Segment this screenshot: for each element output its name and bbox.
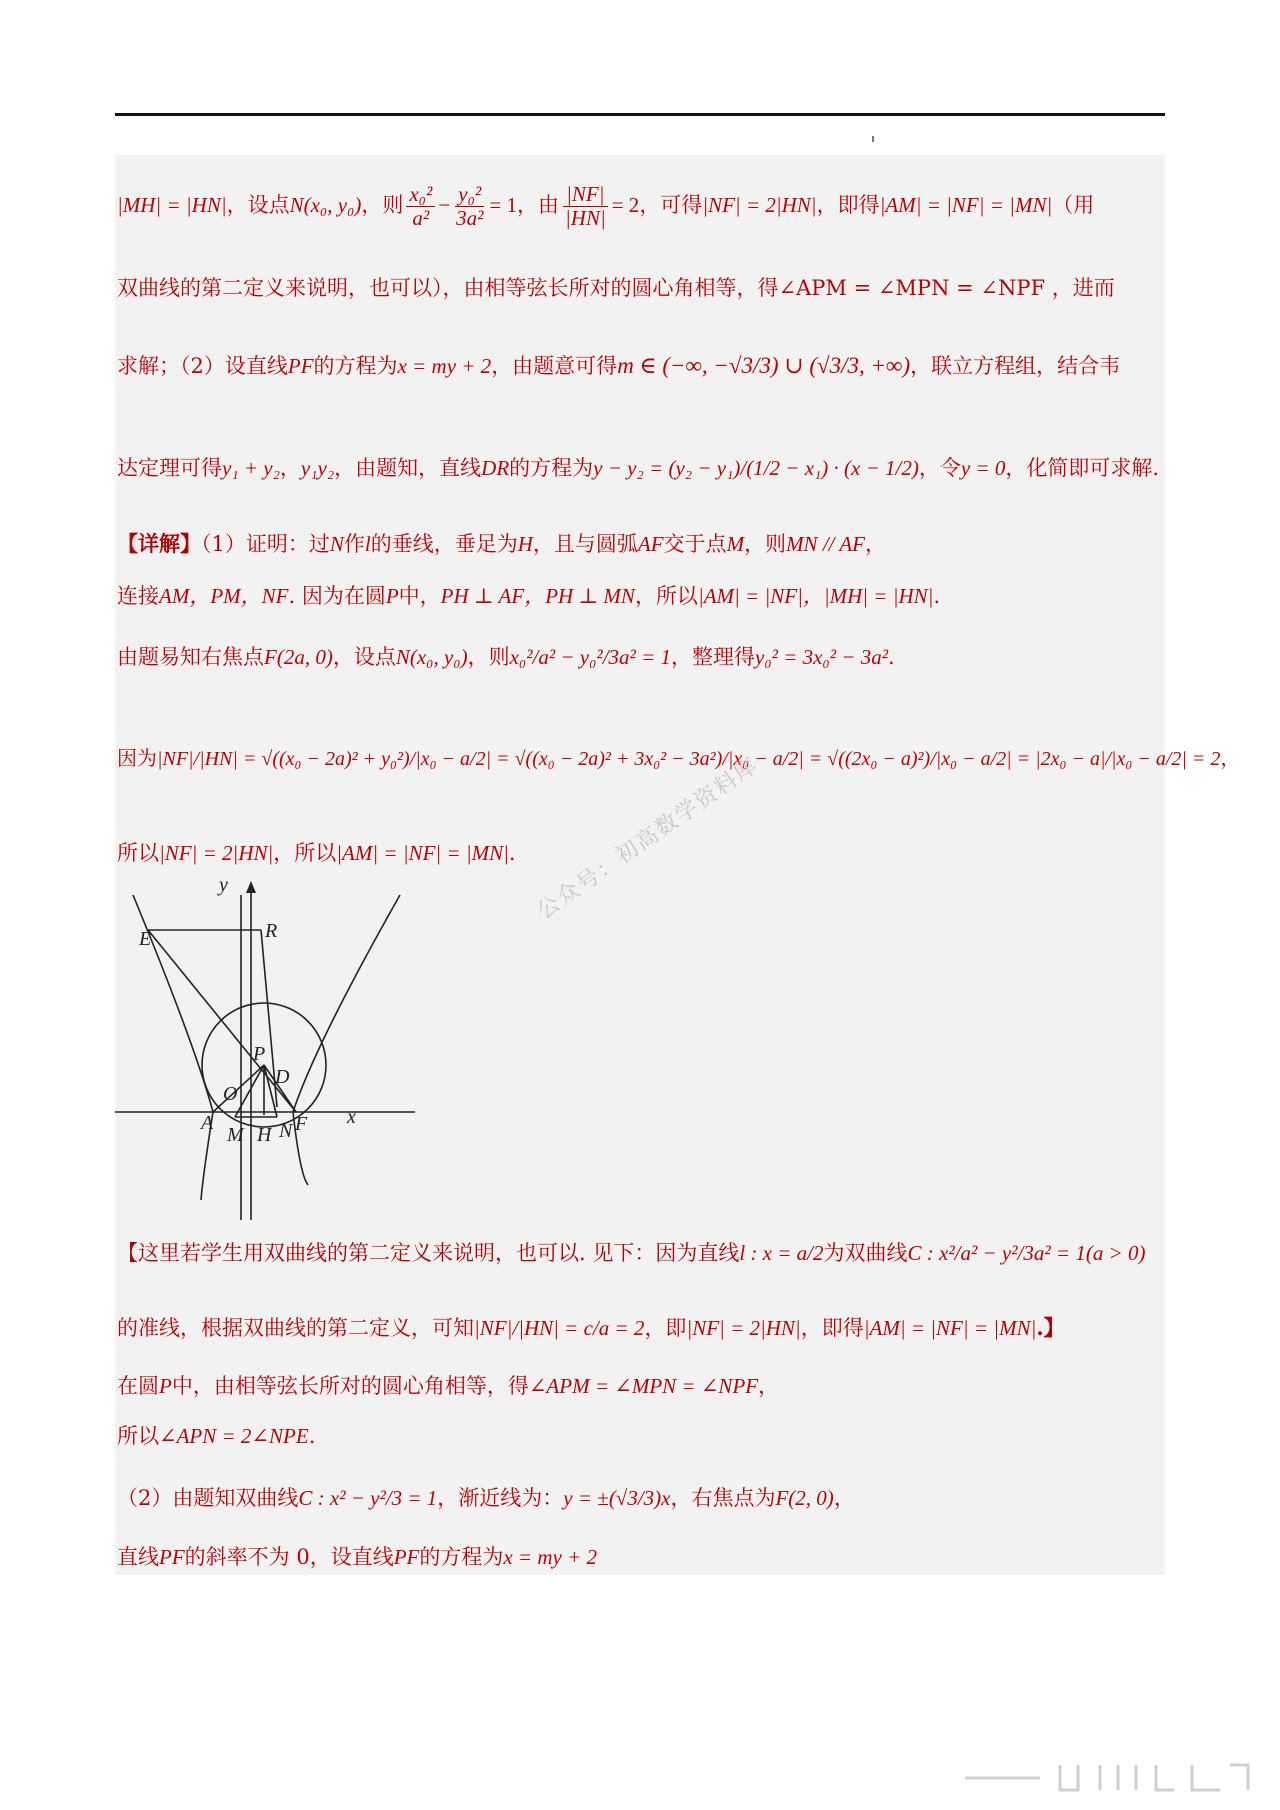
label-p: P: [253, 1043, 266, 1065]
formula-nf-2hn: |NF| = 2|HN|: [702, 193, 817, 218]
line-15: [117, 1541, 1168, 1571]
fraction-numerator: |NF|: [563, 183, 607, 207]
math: |NF|/|HN| = c/a = 2: [474, 1316, 645, 1340]
line-10: [117, 1237, 1168, 1267]
math: M: [726, 532, 745, 556]
math: |AM| = |NF| = |MN|: [336, 841, 509, 865]
header-tick-mark: [872, 136, 874, 142]
text: 直线: [117, 1545, 159, 1569]
fraction-numerator: x₀²: [406, 183, 435, 207]
label-m: M: [227, 1124, 244, 1146]
formula-x-my-2: x = my + 2: [397, 354, 492, 378]
text: ，由题知，直线: [334, 456, 482, 480]
formula-m-range: m ∈ (−∞, −√3/3) ∪ (√3/3, +∞): [617, 353, 911, 378]
math: PH ⊥ AF，PH ⊥ MN: [440, 584, 635, 608]
line-13: [117, 1420, 1168, 1450]
line-3: [117, 350, 1168, 380]
math: ∠APN = 2∠NPE: [159, 1424, 309, 1448]
text: .: [933, 584, 941, 608]
math: N(x₀, y₀): [395, 645, 468, 669]
text: 中，由相等弦长所对的圆心角相等，得: [171, 1374, 529, 1398]
text: ，则: [361, 193, 404, 218]
text: ，可得: [639, 193, 703, 218]
math: y₀² = 3x₀² − 3a²: [755, 645, 888, 669]
text: ，所以: [273, 841, 337, 865]
text: .: [508, 841, 516, 865]
text: 所以: [117, 1424, 159, 1448]
watermark-text: 公众号：初高数学资料库: [532, 752, 764, 925]
text: ，联立方程组，结合韦: [910, 354, 1121, 378]
text: ，设点: [332, 645, 396, 669]
line-12: [117, 1370, 1168, 1400]
math: P: [385, 584, 399, 608]
math: y = ±(√3/3)x: [563, 1486, 671, 1510]
text: 的方程为: [313, 354, 398, 378]
formula-point-n: N(x₀, y₀): [289, 193, 362, 218]
label-o: O: [223, 1083, 238, 1105]
corner-decoration-icon: [960, 1760, 1250, 1796]
line-2: 双曲线的第二定义来说明，也可以），由相等弦长所对的圆心角相等，得∠APM = ∠MPN = ∠NPF ，进而: [117, 276, 1115, 300]
math: MN // AF: [786, 532, 866, 556]
formula-ratio-chain: |NF|/|HN| = √((x₀ − 2a)² + y₀²)/|x₀ − a/2| = √((x₀ − 2a)² + 3x₀² − 3a²)/|x₀ − a/2| = √((2x₀ − a)²)/|x₀ − a/2| = |2x₀ − a|/|x₀ − a/2| = 2: [157, 748, 1221, 770]
formula-y-zero: y = 0: [960, 456, 1006, 480]
math: N: [329, 532, 344, 556]
math: H: [517, 532, 533, 556]
text: 交于点: [663, 532, 727, 556]
text: ，且与圆弧: [532, 532, 638, 556]
math: F(2, 0): [775, 1486, 834, 1510]
text: ，: [865, 532, 887, 556]
hyperbola-right-branch: [293, 895, 400, 1185]
fraction-x0-a: [406, 183, 435, 230]
text: .: [308, 1424, 316, 1448]
formula-am-nf-mn: |AM| = |NF| = |MN|: [879, 193, 1053, 218]
text: ，整理得: [671, 645, 756, 669]
math: AM，PM，NF: [159, 584, 289, 608]
text: ，化简即可求解.: [1005, 456, 1160, 480]
formula-y1-plus-y2: y₁ + y₂: [222, 456, 280, 480]
math: ∠APM = ∠MPN = ∠NPF: [528, 1374, 759, 1398]
line-14: [117, 1482, 1168, 1512]
fraction-numerator: y₀²: [455, 183, 484, 207]
label-a: A: [201, 1112, 214, 1134]
label-f: F: [295, 1113, 308, 1135]
math: |NF| = 2|HN|: [686, 1316, 801, 1340]
line-8: [117, 742, 1241, 771]
math: C : x² − y²/3 = 1: [298, 1486, 438, 1510]
detail-heading: 【详解】: [117, 531, 201, 556]
text: ，所以: [634, 584, 698, 608]
math: PF: [159, 1545, 185, 1569]
math: x₀²/a² − y₀²/3a² = 1: [509, 645, 672, 669]
line-pf: PF: [287, 354, 314, 378]
label-r: R: [265, 920, 278, 942]
math: |AM| = |NF| = |MN|: [863, 1316, 1037, 1340]
text: ，由: [517, 193, 559, 218]
formula-y1y2: y₁y₂: [300, 456, 335, 480]
formula-line-dr: y − y₂ = (y₂ − y₁)/(1/2 − x₁) · (x − 1/2): [593, 456, 919, 480]
math: |AM| = |NF|，|MH| = |HN|: [697, 584, 934, 608]
text: 的准线，根据双曲线的第二定义，可知: [117, 1316, 474, 1340]
label-d: D: [275, 1066, 290, 1088]
text: .】: [1036, 1315, 1065, 1340]
math: |NF| = 2|HN|: [159, 841, 274, 865]
line-4: [117, 452, 1168, 482]
line-5: [117, 528, 1168, 558]
y-axis-arrow: [246, 881, 256, 893]
label-x: x: [347, 1106, 356, 1128]
text: 中，: [398, 584, 441, 608]
line-11: [117, 1312, 1168, 1342]
line-1: [117, 183, 1168, 230]
text: ，即得: [800, 1316, 864, 1340]
math: x = my + 2: [503, 1545, 598, 1569]
line-7: [117, 641, 1168, 671]
text: ，由题意可得: [491, 354, 618, 378]
text: （1）证明：过: [201, 532, 330, 556]
fraction-y0-3a: [453, 183, 486, 230]
fraction-denominator: a²: [412, 206, 430, 231]
header-rule: [115, 113, 1165, 116]
text: 作: [343, 532, 365, 556]
text: 由题易知右焦点: [117, 645, 264, 669]
text: ，即得: [816, 193, 880, 218]
text: ，: [758, 1374, 780, 1398]
text: . 因为在圆: [288, 584, 386, 608]
text: 为双曲线: [823, 1241, 908, 1265]
text: 的方程为: [509, 456, 594, 480]
label-e: E: [139, 928, 152, 950]
equals-two: = 2: [611, 193, 640, 218]
text: ，渐近线为：: [437, 1486, 564, 1510]
math: P: [159, 1374, 172, 1398]
math: l : x = a/2: [739, 1241, 824, 1265]
equals-one: = 1: [489, 193, 517, 218]
text: （用: [1052, 193, 1095, 218]
hyperbola-figure: [115, 875, 435, 1220]
label-n: N: [279, 1120, 293, 1142]
label-h: H: [257, 1124, 272, 1146]
text: ，设点: [226, 193, 290, 218]
text: ，右焦点为: [670, 1486, 776, 1510]
line-pa: [213, 1065, 264, 1112]
text: 连接: [117, 584, 159, 608]
math: l: [364, 532, 371, 556]
math: PF: [393, 1545, 420, 1569]
math: C : x²/a² − y²/3a² = 1(a > 0): [907, 1241, 1146, 1265]
text: ，: [833, 1486, 855, 1510]
math: F(2a, 0): [264, 645, 333, 669]
formula-mh-hn: |MH| = |HN|: [117, 193, 227, 218]
text: ，即: [644, 1316, 687, 1340]
text: 的垂线，垂足为: [370, 532, 518, 556]
line-pm: [235, 1065, 264, 1117]
text: 【这里若学生用双曲线的第二定义来说明，也可以. 见下：因为直线: [117, 1241, 740, 1265]
text: 求解；（2）设直线: [117, 354, 288, 378]
fraction-denominator: 3a²: [456, 206, 484, 231]
text: .: [888, 645, 895, 669]
fraction-denominator: |HN|: [565, 206, 606, 231]
fraction-nf-hn: [562, 183, 609, 230]
text: 所以: [117, 841, 159, 865]
text: ，: [279, 456, 301, 480]
line-ef: [148, 930, 296, 1112]
text: ，: [1220, 746, 1241, 770]
minus-sign: −: [438, 193, 451, 218]
line-6: [117, 580, 1168, 610]
text: 的方程为: [419, 1545, 504, 1569]
text: ，则: [467, 645, 510, 669]
text: 的斜率不为 0，设直线: [184, 1545, 394, 1569]
text: ，则: [744, 532, 787, 556]
text: 在圆: [117, 1374, 159, 1398]
text: ，令: [918, 456, 961, 480]
math: AF: [637, 532, 664, 556]
text: （2）由题知双曲线: [117, 1486, 299, 1510]
text: 达定理可得: [117, 456, 222, 480]
text: 因为: [117, 746, 157, 770]
line-dr: DR: [481, 456, 510, 480]
label-y: y: [219, 875, 228, 896]
